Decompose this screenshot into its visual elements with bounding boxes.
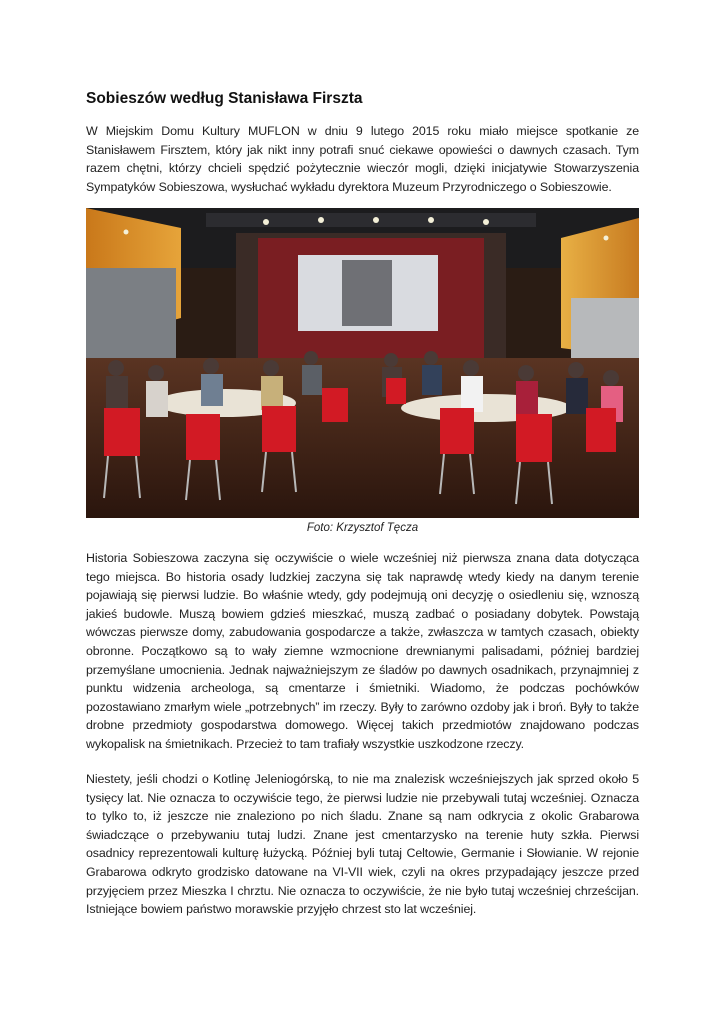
event-photo (86, 208, 639, 518)
paragraph-intro: W Miejskim Domu Kultury MUFLON w dniu 9 lutego 2015 roku miało miejsce spotkanie ze Stanisławem Firsztem, który jak nikt inny potrafi snuć ciekawe opowieści o dawnych czasach. Tym razem chętni, którzy chcieli spędzić pożytecznie wieczór mogli, dzięki inicjatywie Stowarzyszenia Sympatyków Sobieszowa, wysłuchać wykładu dyrektora Muzeum Przyrodniczego o Sobieszowie. (86, 124, 639, 194)
paragraph-region: Niestety, jeśli chodzi o Kotlinę Jeleniogórską, to nie ma znalezisk wcześniejszych jak sprzed około 5 tysięcy lat. Nie oznacza to oczywiście tego, że pierwsi ludzie nie przebywali tutaj wcześniej. Oznacza to tylko to, iż jeszcze nie znaleziono po nich śladu. Znane są nam odkrycia z okolic Grabarowa świadczące o przebywaniu tutaj ludzi. Znane jest cmentarzysko na terenie huty szkła. Pierwsi osadnicy reprezentowali kulturę łużycką. Później byli tutaj Celtowie, Germanie i Słowianie. W rejonie Grabarowa odkryto grodzisko datowane na VI-VII wiek, czyli na okres przypadający jeszcze przed przyjęciem przez Mieszka I chrztu. Nie oznacza to oczywiście, że nie było tutaj wcześniej chrześcijan. Istniejące bowiem państwo morawskie przyjęło chrzest sto lat wcześniej. (86, 772, 639, 917)
paragraph-history: Historia Sobieszowa zaczyna się oczywiście o wiele wcześniej niż pierwsza znana data dotycząca tego miejsca. Bo historia osady ludzkiej zaczyna się tak naprawdę wtedy kiedy na danym terenie pojawiają się pierwsi ludzie. Bo właśnie wtedy, gdy podejmują oni decyzję o osiedleniu się, wznoszą jakieś budowle. Muszą bowiem gdzieś mieszkać, muszą zadbać o posiadany dobytek. Powstają wówczas pierwsze domy, zabudowania gospodarcze a także, zwłaszcza w tamtych czasach, obiekty obronne. Początkowo są to wały ziemne wzmocnione drewnianymi palisadami, później bardziej przemyślane umocnienia. Jednak najważniejszym ze śladów po dawnych osadnikach, przynajmniej z punktu widzenia archeologa, są cmentarze i śmietniki. Wiadomo, że podczas pochówków pozostawiano zmarłym wiele „potrzebnych” im rzeczy. Były to zarówno ozdoby jak i broń. Były to także drobne przedmioty gospodarstwa domowego. Więcej takich przedmiotów znajdowano podczas wykopalisk na śmietnikach. Przecież to tam trafiały wszystkie uszkodzone rzeczy. (86, 551, 639, 751)
document-title: Sobieszów według Stanisława Firszta (86, 90, 363, 107)
photo-caption: Foto: Krzysztof Tęcza (306, 522, 419, 534)
